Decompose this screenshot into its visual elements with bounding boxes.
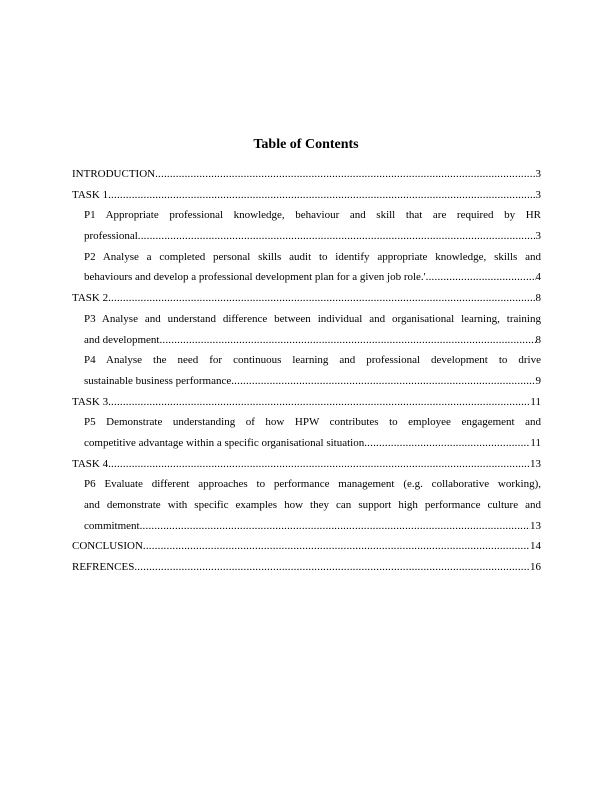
toc-entry-text: professional — [84, 230, 138, 243]
toc-entry-conclusion[interactable] — [72, 536, 541, 557]
toc-entry-text: P6 Evaluate different approaches to performance management (e.g. collaborative working), — [84, 478, 541, 491]
dot-leader — [140, 516, 530, 537]
toc-entry-task-1[interactable] — [72, 185, 541, 206]
dot-leader — [231, 371, 535, 392]
dot-leader — [155, 164, 535, 185]
toc-entry-p3[interactable] — [72, 309, 541, 350]
toc-page-number: 3 — [535, 188, 541, 201]
toc-entry-text: TASK 1 — [72, 188, 109, 201]
toc-entry-task-3[interactable] — [72, 392, 541, 413]
toc-entry-text: P4 Analyse the need for continuous learning and professional development to drive — [84, 354, 541, 367]
dot-leader — [143, 536, 530, 557]
toc-page-number: 13 — [530, 519, 541, 532]
dot-leader — [426, 267, 536, 288]
toc-page-number: 13 — [530, 457, 541, 470]
toc-list — [72, 164, 541, 578]
toc-entry-text: P1 Appropriate professional knowledge, behaviour and skill that are required by HR — [84, 209, 541, 222]
toc-entry-text: and development — [84, 333, 160, 346]
toc-entry-text: TASK 2 — [72, 292, 109, 305]
toc-entry-text: and demonstrate with specific examples how they can support high performance culture and — [84, 499, 541, 511]
toc-entry-text: REFRENCES — [72, 561, 135, 574]
toc-page-number: 8 — [535, 292, 541, 305]
toc-entry-text: competitive advantage within a specific organisational situation — [84, 436, 365, 449]
toc-title: Table of Contents — [253, 137, 359, 152]
toc-entry-text: P3 Analyse and understand difference between individual and organisational learning, training — [84, 312, 541, 325]
toc-entry-text: CONCLUSION — [72, 540, 143, 553]
toc-entry-text: TASK 4 — [72, 457, 109, 470]
toc-entry-p5[interactable] — [72, 412, 541, 453]
dot-leader — [108, 392, 530, 413]
toc-entry-references[interactable] — [72, 557, 541, 578]
dot-leader — [138, 226, 536, 247]
toc-page-number: 14 — [530, 540, 541, 553]
toc-entry-text: sustainable business performance — [84, 374, 232, 387]
toc-page-number: 8 — [535, 333, 541, 346]
toc-page-number: 9 — [535, 374, 541, 387]
toc-page-number: 16 — [530, 561, 541, 574]
toc-entry-text: TASK 3 — [72, 395, 109, 408]
dot-leader — [108, 288, 535, 309]
toc-entry-p2[interactable] — [72, 247, 541, 288]
dot-leader — [134, 557, 530, 578]
toc-entry-task-2[interactable] — [72, 288, 541, 309]
toc-entry-p4[interactable] — [72, 350, 541, 391]
toc-page-number: 3 — [535, 168, 541, 180]
dot-leader — [108, 454, 530, 475]
dot-leader — [364, 433, 530, 454]
toc-page-number: 4 — [535, 271, 541, 284]
toc-page-number: 3 — [535, 230, 541, 243]
toc-entry-text: commitment — [84, 519, 140, 532]
dot-leader — [159, 330, 535, 351]
toc-entry-task-4[interactable] — [72, 454, 541, 475]
toc-entry-p1[interactable] — [72, 205, 541, 246]
dot-leader — [108, 185, 535, 206]
toc-entry-text: P2 Analyse a completed personal skills audit to identify appropriate knowledge, skills and — [84, 250, 541, 263]
toc-entry-text: P5 Demonstrate understanding of how HPW contributes to employee engagement and — [84, 416, 541, 429]
toc-page-number: 11 — [530, 395, 541, 408]
toc-entry-p6[interactable] — [72, 474, 541, 536]
toc-entry-text: behaviours and develop a professional development plan for a given job role.' — [84, 271, 426, 284]
toc-page-number: 11 — [530, 436, 541, 449]
toc-entry-introduction[interactable] — [72, 164, 541, 185]
toc-entry-text: INTRODUCTION — [72, 168, 156, 180]
